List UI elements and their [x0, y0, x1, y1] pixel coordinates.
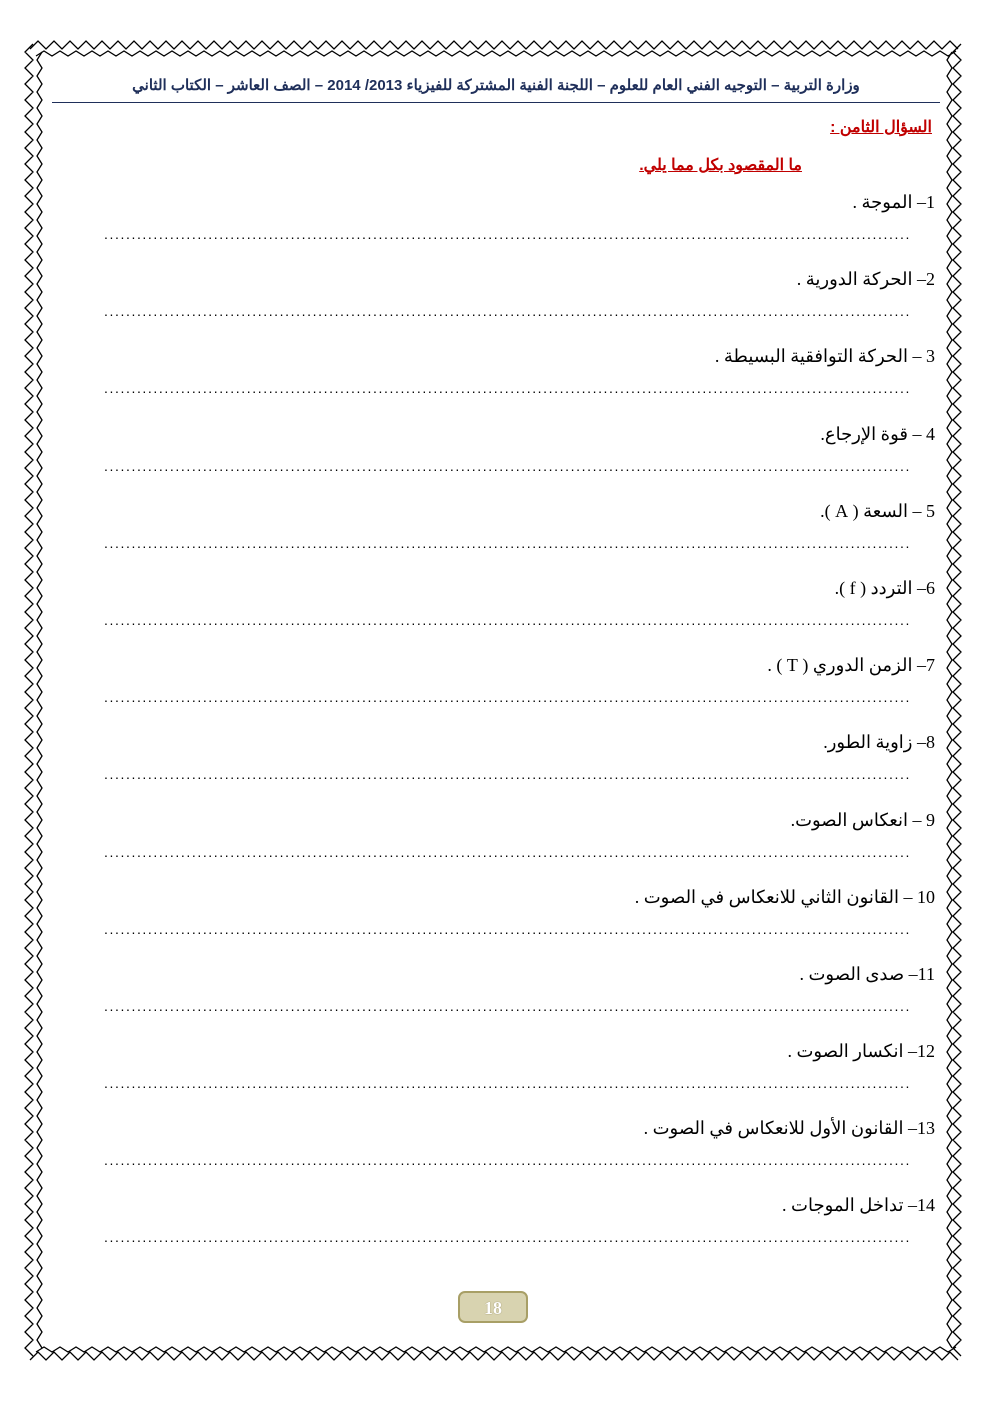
border-top — [30, 41, 958, 49]
header-divider — [52, 102, 940, 103]
item-term: 3 – الحركة التوافقية البسيطة . — [714, 346, 935, 367]
border-right-inner — [947, 52, 952, 1348]
list-item — [104, 806, 935, 883]
list-item — [104, 1114, 935, 1191]
border-left-inner — [37, 52, 42, 1348]
border-bottom — [30, 1352, 958, 1360]
item-term: 12– انكسار الصوت . — [787, 1041, 935, 1062]
page-number: 18 — [458, 1291, 528, 1323]
item-term: 11– صدى الصوت . — [799, 963, 935, 984]
border-bottom-inner — [36, 1347, 956, 1352]
answer-line[interactable]: ................................................................................................................................................... — [104, 999, 911, 1012]
item-term: 10 – القانون الثاني للانعكاس في الصوت . — [634, 886, 935, 907]
answer-line[interactable]: ................................................................................................................................................... — [104, 691, 911, 704]
answer-line[interactable]: ................................................................................................................................................... — [104, 1154, 911, 1167]
border-right — [953, 44, 961, 1356]
border-top-inner — [36, 51, 956, 56]
question-instruction: ما المقصود بكل مما يلي. — [639, 157, 802, 174]
answer-line[interactable]: ................................................................................................................................................... — [104, 768, 911, 781]
answer-line[interactable]: ................................................................................................................................................... — [104, 1077, 911, 1090]
item-term: 7– الزمن الدوري ( T ) . — [767, 655, 935, 676]
border-left — [25, 44, 33, 1356]
answer-line[interactable]: ................................................................................................................................................... — [104, 922, 911, 935]
question-title: السؤال الثامن : — [830, 119, 932, 136]
answer-line[interactable]: ................................................................................................................................................... — [104, 228, 911, 240]
definitions-list — [104, 188, 935, 1269]
list-item — [104, 574, 935, 651]
page-header: وزارة التربية – التوجيه الفني العام للعلوم – اللجنة الفنية المشتركة للفيزياء 2013/ 2014 – الصف العاشر – الكتاب الثاني — [132, 77, 860, 94]
list-item — [104, 497, 935, 574]
answer-line[interactable]: ................................................................................................................................................... — [104, 613, 911, 626]
item-term: 1– الموجة . — [852, 192, 935, 212]
item-term: 9 – انعكاس الصوت. — [790, 809, 935, 830]
list-item — [104, 651, 935, 728]
list-item — [104, 960, 935, 1037]
item-term: 4 – قوة الإرجاع. — [820, 423, 935, 444]
answer-line[interactable]: ................................................................................................................................................... — [104, 1231, 911, 1244]
list-item — [104, 1037, 935, 1114]
list-item — [104, 265, 935, 342]
answer-line[interactable]: ................................................................................................................................................... — [104, 382, 911, 395]
list-item — [104, 188, 935, 265]
list-item — [104, 883, 935, 960]
item-term: 2– الحركة الدورية . — [796, 269, 935, 290]
list-item — [104, 342, 935, 419]
list-item — [104, 728, 935, 805]
item-term: 14– تداخل الموجات . — [782, 1195, 935, 1216]
list-item — [104, 420, 935, 497]
item-term: 13– القانون الأول للانعكاس في الصوت . — [643, 1118, 935, 1139]
item-term: 6– التردد ( f ). — [834, 577, 935, 598]
answer-line[interactable]: ................................................................................................................................................... — [104, 536, 911, 549]
item-term: 8– زاوية الطور. — [823, 732, 935, 753]
item-term: 5 – السعة ( A ). — [820, 500, 935, 521]
answer-line[interactable]: ................................................................................................................................................... — [104, 845, 911, 858]
list-item — [104, 1191, 935, 1268]
answer-line[interactable]: ................................................................................................................................................... — [104, 305, 911, 318]
answer-line[interactable]: ................................................................................................................................................... — [104, 459, 911, 472]
